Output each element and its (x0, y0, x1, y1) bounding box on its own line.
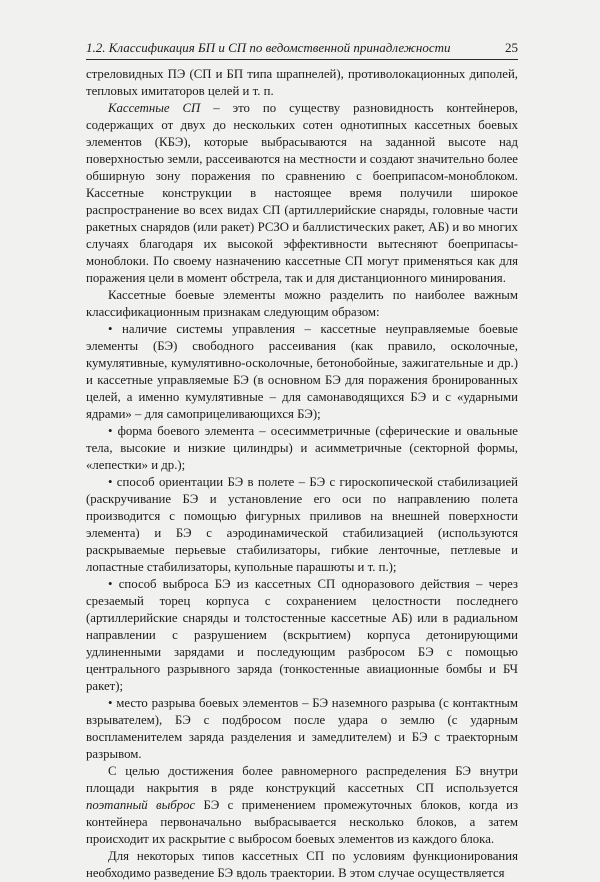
list-item: • место разрыва боевых элементов – БЭ наземного разрыва (с контактным взрывателем), БЭ с подбросом после удара о землю (с ударным воспламенителем заряда разделения и замедлителем) и БЭ с траекторным разрывом. (86, 696, 518, 761)
paragraph: Кассетные боевые элементы можно разделить по наиболее важным классификационным признакам следующим образом: (86, 288, 518, 319)
list-item: • форма боевого элемента – осесимметричные (сферические и овальные тела, высокие и низкие цилиндры) и асимметричные (секторной формы, «лепестки» и др.); (86, 424, 518, 472)
list-item: • наличие системы управления – кассетные неуправляемые боевые элементы (БЭ) свободного рассеивания (как правило, осколочные, кумулятивные, кумулятивно-осколочные, бетонобойные, зажигательные и др.) и кассетные управляемые БЭ (в основном БЭ для поражения бронированных целей, а именно кумулятивные – для самонаводящихся БЭ и с «ударными ядрами» – для самоприцеливающихся БЭ); (86, 322, 518, 421)
running-header-title: 1.2. Классификация БП и СП по ведомственной принадлежности (86, 40, 451, 55)
term-kassetnye-sp: Кассетные СП (108, 101, 201, 115)
paragraph: Для некоторых типов кассетных СП по условиям функционирования необходимо разведение БЭ вдоль траектории. В этом случае осуществляется (86, 849, 518, 880)
paragraph: Кассетные СП – это по существу разновидность контейнеров, содержащих от двух до нескольких сотен однотипных кассетных боевых элементов (КБЭ), которые выбрасываются на заданной высоте над поверхностью земли, рассеиваются на местности и создают значительно более обширную зону поражения по сравнению с боеприпасом-моноблоком. Кассетные конструкции в настоящее время получили широкое распространение во всех видах СП (артиллерийские снаряды, головные части ракетных снарядов (или ракет) РСЗО и баллистических ракет, АБ) и во многих случаях благодаря их высокой эффективности вытесняют боеприпасы-моноблоки. По своему назначению кассетные СП могут применяться как для поражения цели в момент обстрела, так и для дистанционного минирования. (86, 101, 518, 285)
paragraph: С целью достижения более равномерного распределения БЭ внутри площади накрытия в ряде конструкций кассетных СП используется поэтапный выброс БЭ с применением промежуточных блоков, когда из контейнера первоначально выбрасывается несколько блоков, а затем происходит их раскрытие с выбросом боевых элементов из каждого блока. (86, 764, 519, 846)
page-number: 25 (505, 40, 518, 55)
running-header (86, 40, 518, 60)
term-poetapnyi-vybros: поэтапный выброс (86, 798, 196, 812)
body-text (86, 66, 518, 882)
list-item: • способ ориентации БЭ в полете – БЭ с гироскопической стабилизацией (раскручивание БЭ и установление его оси по направлению полета производится с помощью фигурных приливов на внешней поверхности элемента) и БЭ с аэродинамической стабилизацией (используются раскрываемые перьевые стабилизаторы, гибкие ленточные, петлевые и лопастные стабилизаторы, купольные парашюты и т. п.); (86, 475, 518, 574)
paragraph: стреловидных ПЭ (СП и БП типа шрапнелей), противолокационных диполей, тепловых имитаторов целей и т. п. (86, 67, 518, 98)
list-item: • способ выброса БЭ из кассетных СП одноразового действия – через срезаемый торец корпуса с сохранением целостности последнего (артиллерийские снаряды и толстостенные кассетные АБ) или в радиальном направлении с разрушением (вскрытием) корпуса детонирующими удлиненными зарядами и последующим разбросом БЭ с помощью центрального разрывного заряда (тонкостенные авиационные бомбы и БЧ ракет); (86, 577, 518, 693)
